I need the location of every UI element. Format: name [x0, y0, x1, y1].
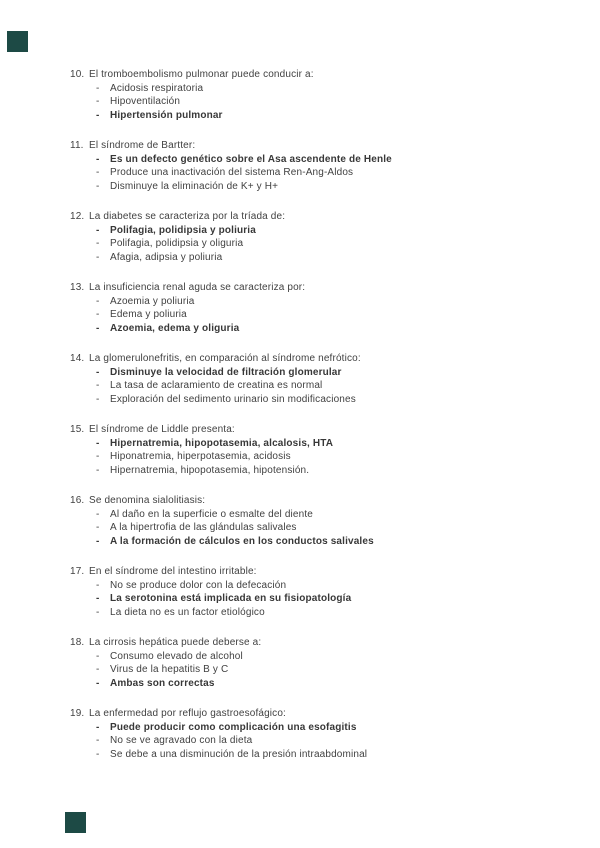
option-text: Produce una inactivación del sistema Ren-Ang-Aldos [110, 167, 354, 178]
option-item [96, 166, 562, 180]
question-line [70, 565, 562, 579]
option-dash: - [96, 579, 100, 591]
question-text: La insuficiencia renal aguda se caracteriza por: [89, 282, 306, 293]
option-item [96, 579, 562, 593]
corner-marker-bottom [65, 812, 86, 833]
option-text: Virus de la hepatitis B y C [110, 664, 229, 675]
option-item [96, 322, 562, 336]
option-text: Edema y poliuria [110, 309, 187, 320]
option-dash: - [96, 464, 100, 476]
option-text: Se debe a una disminución de la presión intraabdominal [110, 748, 368, 760]
question-block [70, 281, 562, 335]
options-list [70, 721, 562, 762]
question-block [70, 636, 562, 690]
options-list [70, 579, 562, 620]
question-block [70, 139, 562, 193]
question-block [70, 423, 562, 477]
option-item [96, 109, 562, 123]
question-number: 17. [70, 566, 85, 577]
option-item [96, 677, 562, 691]
option-text: No se produce dolor con la defecación [110, 579, 287, 591]
option-text: Hipernatremia, hipopotasemia, alcalosis, HTA [110, 437, 334, 449]
option-dash: - [96, 508, 100, 520]
option-item [96, 437, 562, 451]
question-line [70, 707, 562, 721]
question-block [70, 68, 562, 122]
question-line [70, 139, 562, 153]
option-text: Acidosis respiratoria [110, 82, 204, 94]
option-dash: - [96, 309, 100, 320]
option-text: Hipernatremia, hipopotasemia, hipotensión. [110, 464, 310, 476]
question-text: Se denomina sialolitiasis: [89, 495, 206, 506]
option-text: La tasa de aclaramiento de creatina es normal [110, 380, 323, 391]
option-dash: - [96, 606, 100, 618]
option-text: A la formación de cálculos en los conductos salivales [110, 535, 374, 547]
question-line [70, 636, 562, 650]
options-list [70, 82, 562, 123]
options-list [70, 508, 562, 549]
option-item [96, 748, 562, 762]
option-item [96, 508, 562, 522]
option-item [96, 224, 562, 238]
option-dash: - [96, 180, 100, 192]
question-number: 15. [70, 424, 85, 435]
option-text: Exploración del sedimento urinario sin modificaciones [110, 393, 356, 405]
question-text: El síndrome de Liddle presenta: [89, 424, 235, 435]
option-dash: - [96, 748, 100, 760]
option-text: Consumo elevado de alcohol [110, 650, 243, 662]
option-item [96, 379, 562, 393]
option-item [96, 153, 562, 167]
option-item [96, 663, 562, 677]
option-dash: - [96, 238, 100, 249]
option-item [96, 721, 562, 735]
option-text: Hipoventilación [110, 96, 181, 107]
question-text: La cirrosis hepática puede deberse a: [89, 637, 262, 648]
option-text: Es un defecto genético sobre el Asa ascendente de Henle [110, 153, 392, 165]
option-dash: - [96, 167, 100, 178]
option-item [96, 295, 562, 309]
questions-list [70, 68, 562, 778]
options-list [70, 650, 562, 691]
option-dash: - [96, 380, 100, 391]
option-text: Azoemia y poliuria [110, 295, 195, 307]
question-number: 19. [70, 708, 85, 719]
option-text: Polifagia, polidipsia y oliguria [110, 238, 244, 249]
option-text: Disminuye la eliminación de K+ y H+ [110, 180, 279, 192]
option-dash: - [96, 437, 100, 449]
option-item [96, 464, 562, 478]
option-text: Puede producir como complicación una esofagitis [110, 721, 357, 733]
option-text: La dieta no es un factor etiológico [110, 606, 265, 618]
question-number: 13. [70, 282, 85, 293]
option-dash: - [96, 735, 100, 746]
option-item [96, 734, 562, 748]
option-dash: - [96, 535, 100, 547]
option-item [96, 180, 562, 194]
option-item [96, 450, 562, 464]
corner-marker-top [7, 31, 28, 52]
question-line [70, 281, 562, 295]
option-text: Afagia, adipsia y poliuria [110, 251, 223, 263]
question-line [70, 352, 562, 366]
question-text: En el síndrome del intestino irritable: [89, 566, 257, 577]
question-number: 16. [70, 495, 85, 506]
question-block [70, 210, 562, 264]
option-item [96, 308, 562, 322]
question-number: 14. [70, 353, 85, 364]
options-list [70, 366, 562, 407]
option-text: La serotonina está implicada en su fisiopatología [110, 593, 352, 604]
question-text: La glomerulonefritis, en comparación al síndrome nefrótico: [89, 353, 361, 364]
option-item [96, 393, 562, 407]
option-dash: - [96, 295, 100, 307]
option-item [96, 592, 562, 606]
option-text: Azoemia, edema y oliguria [110, 322, 240, 334]
option-text: A la hipertrofia de las glándulas salivales [110, 522, 297, 533]
option-item [96, 650, 562, 664]
question-line [70, 423, 562, 437]
question-number: 18. [70, 637, 85, 648]
option-item [96, 82, 562, 96]
question-line [70, 68, 562, 82]
option-text: No se ve agravado con la dieta [110, 735, 253, 746]
option-text: Hiponatremia, hiperpotasemia, acidosis [110, 451, 291, 462]
option-text: Ambas son correctas [110, 677, 215, 689]
options-list [70, 153, 562, 194]
option-dash: - [96, 393, 100, 405]
option-dash: - [96, 96, 100, 107]
option-dash: - [96, 322, 100, 334]
question-text: La diabetes se caracteriza por la tríada de: [89, 211, 286, 222]
option-dash: - [96, 593, 100, 604]
question-line [70, 494, 562, 508]
option-item [96, 521, 562, 535]
option-item [96, 237, 562, 251]
option-dash: - [96, 251, 100, 263]
question-block [70, 494, 562, 548]
question-text: La enfermedad por reflujo gastroesofágico: [89, 708, 286, 719]
option-text: Polifagia, polidipsia y poliuria [110, 224, 256, 236]
question-block [70, 707, 562, 761]
option-dash: - [96, 522, 100, 533]
question-number: 10. [70, 69, 85, 80]
question-number: 12. [70, 211, 85, 222]
option-dash: - [96, 451, 100, 462]
question-number: 11. [70, 140, 84, 151]
option-text: Al daño en la superficie o esmalte del diente [110, 508, 313, 520]
option-item [96, 251, 562, 265]
option-text: Hipertensión pulmonar [110, 109, 223, 121]
options-list [70, 295, 562, 336]
option-dash: - [96, 366, 100, 378]
question-block [70, 352, 562, 406]
option-dash: - [96, 650, 100, 662]
option-item [96, 95, 562, 109]
options-list [70, 437, 562, 478]
option-dash: - [96, 224, 100, 236]
options-list [70, 224, 562, 265]
option-item [96, 535, 562, 549]
option-dash: - [96, 153, 100, 165]
option-item [96, 366, 562, 380]
question-text: El tromboembolismo pulmonar puede conducir a: [89, 69, 314, 80]
option-dash: - [96, 664, 100, 675]
option-dash: - [96, 721, 100, 733]
option-dash: - [96, 82, 100, 94]
option-dash: - [96, 109, 100, 121]
question-block [70, 565, 562, 619]
option-item [96, 606, 562, 620]
option-text: Disminuye la velocidad de filtración glomerular [110, 366, 342, 378]
question-text: El síndrome de Bartter: [89, 140, 196, 151]
option-dash: - [96, 677, 100, 689]
question-line [70, 210, 562, 224]
